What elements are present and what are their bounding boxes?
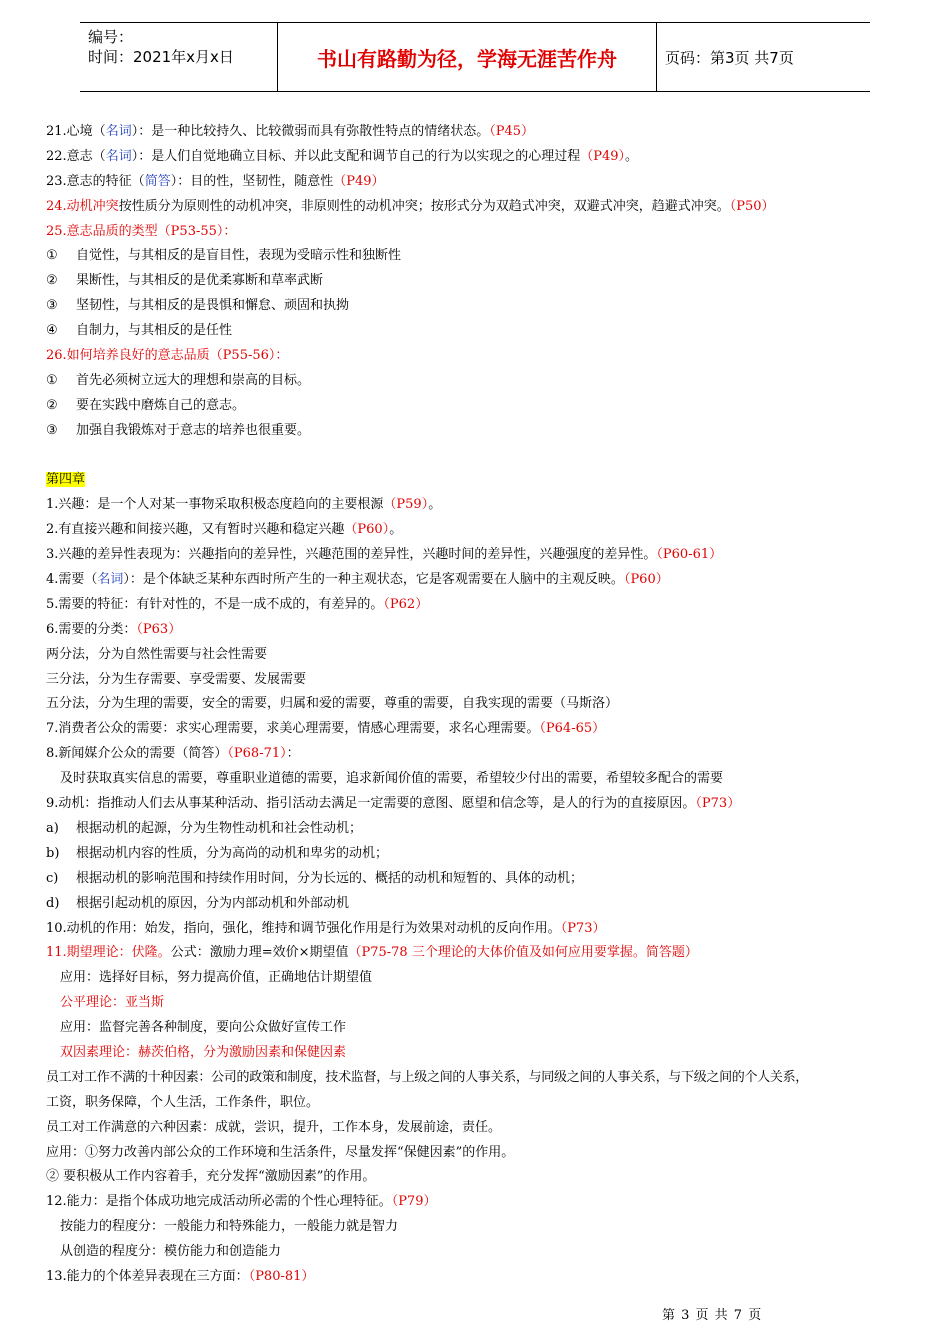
list-item: ③ 坚韧性，与其相反的是畏惧和懈怠、顽固和执拗: [46, 298, 350, 314]
list-item: 应用：选择好目标，努力提高价值，正确地估计期望值: [60, 970, 373, 986]
list-item: a) 根据动机的起源，分为生物性动机和社会性动机；: [46, 820, 363, 836]
list-item: 三分法，分为生存需要、享受需要、发展需要: [46, 671, 307, 687]
list-item: 两分法，分为自然性需要与社会性需要: [46, 646, 268, 662]
item-25: 25.意志品质的类型（P53-55）：: [46, 223, 237, 239]
document-body: [46, 120, 926, 1290]
list-item: ② 要积极从工作内容着手，充分发挥“激励因素”的作用。: [46, 1169, 376, 1185]
list-item: 双因素理论：赫茨伯格，分为激励因素和保健因素: [60, 1044, 347, 1060]
item-c1: 1.兴趣：是一个人对某一事物采取积极态度趋向的主要根源（P59）。: [46, 497, 442, 513]
page-header: [80, 22, 870, 92]
header-page-code: 页码：第3页 共7页: [665, 48, 794, 67]
list-item: ① 首先必须树立远大的理想和崇高的目标。: [46, 372, 311, 388]
list-item: c) 根据动机的影响范围和持续作用时间，分为长远的、概括的动机和短暂的、具体的动机；: [46, 870, 584, 886]
item-26: 26.如何培养良好的意志品质（P55-56）：: [46, 348, 289, 364]
list-item: ② 果断性，与其相反的是优柔寡断和草率武断: [46, 273, 324, 289]
list-item: 员工对工作满意的六种因素：成就，尝识，提升，工作本身，发展前途，责任。: [46, 1119, 502, 1135]
serial-number-label: 编号：: [88, 28, 134, 46]
item-23: 23.意志的特征（简答）：目的性，坚韧性，随意性（P49）: [46, 173, 385, 189]
item-c4: 4.需要（名词）：是个体缺乏某种东西时所产生的一种主观状态，它是客观需要在人脑中的主观反映。（P60）: [46, 572, 669, 588]
page-footer: 第 3 页 共 7 页: [662, 1308, 763, 1323]
item-c8: 8.新闻媒介公众的需要（简答）（P68-71）：: [46, 746, 300, 762]
item-c7: 7.消费者公众的需要：求实心理需要，求美心理需要，情感心理需要，求名心理需要。（P64-65）: [46, 721, 606, 737]
list-item: 公平理论：亚当斯: [60, 995, 165, 1011]
header-meta: [80, 23, 278, 91]
list-item: ① 自觉性，与其相反的是盲目性，表现为受暗示性和独断性: [46, 248, 402, 264]
list-item: b) 根据动机内容的性质，分为高尚的动机和卑劣的动机；: [46, 845, 389, 861]
item-c11: 11.期望理论：伏隆。公式：激励力理=效价×期望值（P75-78 三个理论的大体价值及如何应用要掌握。简答题）: [46, 945, 698, 961]
chapter-heading: 第四章: [46, 472, 86, 488]
item-c10: 10.动机的作用：始发，指向，强化，维持和调节强化作用是行为效果对动机的反向作用。（P73）: [46, 920, 606, 936]
list-item: 员工对工作不满的十种因素：公司的政策和制度，技术监督，与上级之间的人事关系，与同级之间的人事关系，与下级之间的个人关系，: [46, 1069, 809, 1085]
date-label: 时间：2021年x月x日: [88, 48, 234, 66]
item-24: 24.动机冲突按性质分为原则性的动机冲突，非原则性的动机冲突；按形式分为双趋式冲突，双避式冲突，趋避式冲突。（P50）: [46, 198, 775, 214]
item-c3: 3.兴趣的差异性表现为：兴趣指向的差异性，兴趣范围的差异性，兴趣时间的差异性，兴趣强度的差异性。（P60-61）: [46, 547, 723, 563]
list-item: 五分法，分为生理的需要，安全的需要，归属和爱的需要，尊重的需要，自我实现的需要（马斯洛）: [46, 696, 619, 712]
item-c2: 2.有直接兴趣和间接兴趣，又有暂时兴趣和稳定兴趣（P60）。: [46, 522, 403, 538]
list-item: d) 根据引起动机的原因，分为内部动机和外部动机: [46, 895, 350, 911]
item-c5: 5.需要的特征：有针对性的，不是一成不成的，有差异的。（P62）: [46, 596, 429, 612]
item-c13: 13.能力的个体差异表现在三方面：（P80-81）: [46, 1268, 315, 1284]
item-21: 21.心境（名词）：是一种比较持久、比较微弱而具有弥散性特点的情绪状态。（P45）: [46, 124, 535, 139]
list-item: 工资，职务保障，个人生活，工作条件，职位。: [46, 1094, 320, 1110]
list-item: ② 要在实践中磨炼自己的意志。: [46, 397, 246, 413]
list-item: 从创造的程度分：模仿能力和创造能力: [60, 1244, 282, 1260]
header-motto: 书山有路勤为径，学海无涯苦作舟: [278, 23, 657, 91]
list-item: 按能力的程度分：一般能力和特殊能力，一般能力就是智力: [60, 1219, 399, 1235]
list-item: 应用：监督完善各种制度，要向公众做好宣传工作: [60, 1020, 347, 1036]
item-c12: 12.能力：是指个体成功地完成活动所必需的个性心理特征。（P79）: [46, 1194, 437, 1210]
item-22: 22.意志（名词）：是人们自觉地确立目标、并以此支配和调节自己的行为以实现之的心理过程（P49）。: [46, 148, 639, 164]
item-c9: 9.动机：指推动人们去从事某种活动、指引活动去满足一定需要的意图、愿望和信念等，是人的行为的直接原因。（P73）: [46, 796, 741, 812]
item-c6: 6.需要的分类：（P63）: [46, 621, 182, 637]
list-item: ④ 自制力，与其相反的是任性: [46, 323, 233, 339]
list-item: 及时获取真实信息的需要，尊重职业道德的需要，追求新闻价值的需要，希望较少付出的需要，希望较多配合的需要: [60, 771, 724, 787]
list-item: ③ 加强自我锻炼对于意志的培养也很重要。: [46, 422, 311, 438]
list-item: 应用：①努力改善内部公众的工作环境和生活条件，尽量发挥“保健因素”的作用。: [46, 1144, 515, 1160]
